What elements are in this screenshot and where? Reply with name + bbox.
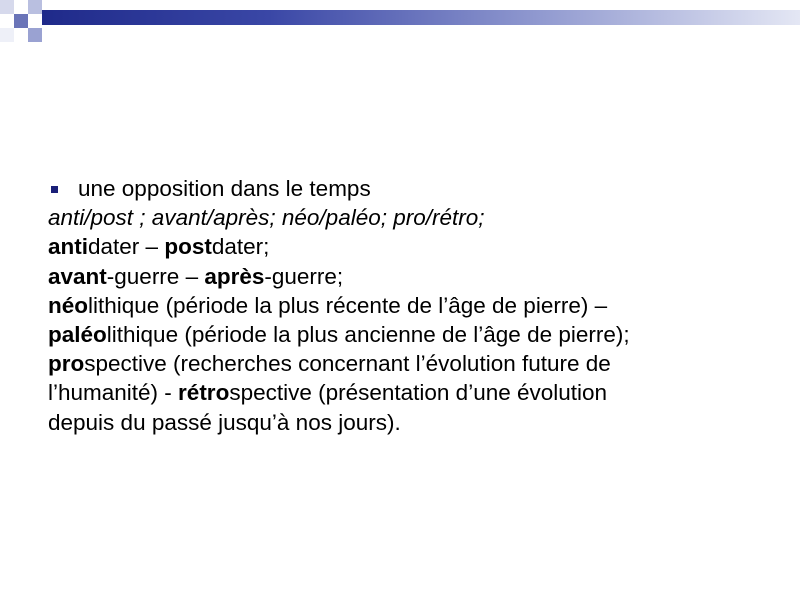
example-text: dater –: [88, 234, 165, 260]
bullet-text: une opposition dans le temps: [78, 176, 371, 201]
bold-prefix: rétro: [178, 380, 230, 406]
example-paleolithique: [48, 320, 768, 349]
example-text: dater;: [211, 234, 270, 260]
example-antidater: [48, 232, 768, 261]
example-neolithique: [48, 291, 768, 320]
decor-square: [14, 14, 28, 28]
decor-square: [28, 0, 42, 14]
bold-prefix: paléo: [48, 322, 107, 348]
decor-square: [0, 28, 14, 42]
example-text: lithique (période la plus ancienne de l’âge de pierre);: [106, 322, 630, 348]
slide-body: [48, 174, 768, 437]
example-text: -guerre;: [264, 263, 344, 289]
bold-prefix: néo: [48, 292, 89, 318]
example-text: spective (recherches concernant l’évolution future de: [84, 351, 611, 377]
bold-prefix: anti: [48, 234, 89, 260]
decor-square: [28, 28, 42, 42]
example-text: spective (présentation d’une évolution: [229, 380, 608, 406]
square-bullet-icon: [51, 186, 58, 193]
example-text: -guerre –: [106, 263, 205, 289]
example-text: l’humanité) -: [48, 380, 179, 406]
example-text: lithique (période la plus récente de l’âge de pierre) –: [88, 292, 608, 318]
bold-prefix: après: [204, 263, 265, 289]
decor-square: [0, 0, 14, 14]
bold-prefix: post: [164, 234, 212, 260]
bold-prefix: avant: [48, 263, 107, 289]
prefix-pairs-line: anti/post ; avant/après; néo/paléo; pro/rétro;: [48, 205, 485, 231]
example-avantguerre: [48, 262, 768, 291]
bullet-item: [48, 174, 768, 203]
example-retrospective: [48, 378, 768, 407]
example-last-line: depuis du passé jusqu’à nos jours).: [48, 409, 401, 435]
example-prospective: [48, 349, 768, 378]
header-gradient-band: [42, 10, 800, 25]
bold-prefix: pro: [48, 351, 85, 377]
